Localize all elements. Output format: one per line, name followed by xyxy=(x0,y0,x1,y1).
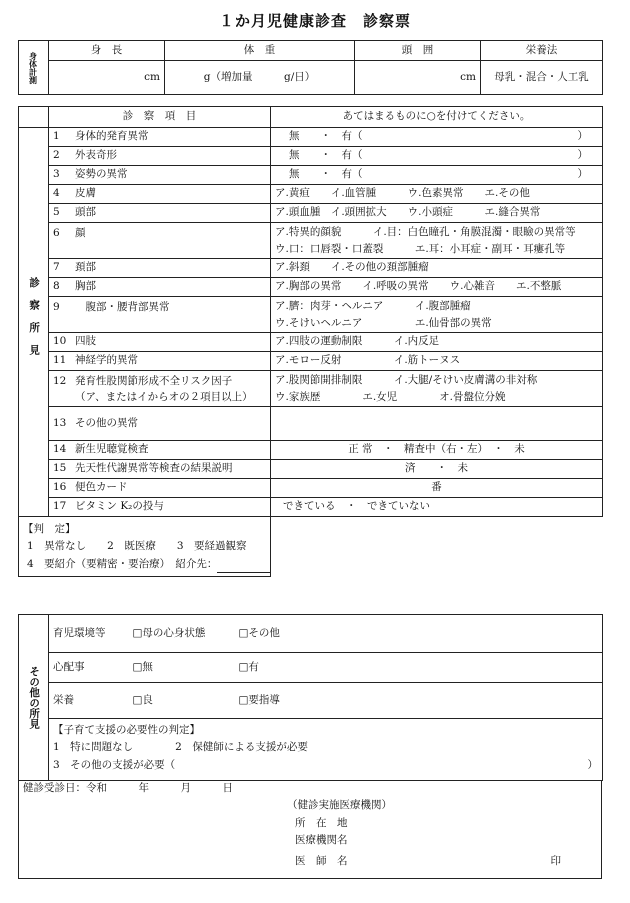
judgement-referral[interactable] xyxy=(23,556,266,573)
exam-item-answer[interactable] xyxy=(271,333,603,352)
doctor-name-label: 医 師 名 xyxy=(295,855,348,868)
exam-item-answer[interactable] xyxy=(271,223,603,259)
exam-table xyxy=(18,106,603,577)
answer-line-1: ア.臍：肉芽・ヘルニア イ.腹部腫瘤 xyxy=(275,300,471,313)
exam-item-name xyxy=(49,278,271,297)
exam-row xyxy=(19,259,603,278)
seal-mark: 印 xyxy=(550,855,561,868)
exam-item-name xyxy=(49,479,271,498)
support-section xyxy=(49,719,603,781)
answer-line-1: できている ・ できていない xyxy=(283,500,430,513)
exam-row xyxy=(19,223,603,259)
exam-item-name xyxy=(49,166,271,185)
exam-row xyxy=(19,333,603,352)
exam-item-label: 新生児聴覚検査 xyxy=(75,443,149,456)
address-label[interactable]: 所 在 地 xyxy=(295,816,348,829)
exam-row xyxy=(19,128,603,147)
height-header: 身 長 xyxy=(49,41,165,61)
exam-item-number: 16 xyxy=(53,481,67,494)
exam-item-name xyxy=(49,333,271,352)
support-title: 【子育て支援の必要性の判定】 xyxy=(53,724,200,736)
exam-item-label: 頭部 xyxy=(75,206,96,219)
exam-item-answer[interactable] xyxy=(271,407,603,441)
exam-item-answer[interactable] xyxy=(271,460,603,479)
answer-text: 無 ・ 有（ xyxy=(289,149,363,162)
nutrition-option-guidance[interactable]: □要指導 xyxy=(235,683,603,719)
exam-item-number: 6 xyxy=(53,227,60,239)
exam-item-label: 頚部 xyxy=(75,261,96,274)
exam-side-label: 診察所見 xyxy=(19,128,49,517)
exam-row xyxy=(19,371,603,407)
height-field[interactable]: cm xyxy=(49,61,165,95)
weight-field[interactable]: g（増加量 g/日） xyxy=(165,61,355,95)
exam-item-name xyxy=(49,204,271,223)
exam-item-label: 身体的発育異常 xyxy=(75,130,149,143)
exam-item-label: 外表奇形 xyxy=(75,149,117,162)
exam-item-label: 腹部・腰背部異常 xyxy=(75,301,170,313)
judgement-section xyxy=(19,517,271,577)
exam-item-name xyxy=(49,223,271,259)
answer-line-1: ア.胸部の異常 イ.呼吸の異常 ウ.心雑音 エ.不整脈 xyxy=(275,280,562,293)
answer-line-1: 正 常 ・ 精査中（右・左） ・ 未 xyxy=(348,443,525,456)
exam-item-number: 15 xyxy=(53,462,67,475)
exam-row xyxy=(19,498,603,517)
exam-row xyxy=(19,204,603,223)
exam-item-number: 10 xyxy=(53,335,67,348)
exam-item-label: 発育性股関節形成不全リスク因子 xyxy=(75,375,233,387)
answer-line-1: ア.頭血腫 イ.頭囲拡大 ウ.小頭症 エ.縫合異常 xyxy=(275,206,541,219)
exam-item-name xyxy=(49,352,271,371)
exam-row xyxy=(19,297,603,333)
exam-row xyxy=(19,407,603,441)
exam-item-answer[interactable] xyxy=(271,352,603,371)
exam-item-answer[interactable] xyxy=(271,297,603,333)
exam-item-name xyxy=(49,185,271,204)
doctor-row[interactable] xyxy=(19,853,601,870)
head-field[interactable]: cm xyxy=(355,61,481,95)
exam-item-label: その他の異常 xyxy=(75,416,138,429)
exam-item-number: 7 xyxy=(53,261,60,274)
exam-item-answer[interactable] xyxy=(271,278,603,297)
nutrition-check-label: 栄養 xyxy=(49,683,129,719)
env-option-mother[interactable]: □母の心身状態 xyxy=(129,615,235,653)
judgement-title: 【判 定】 xyxy=(23,523,76,535)
measurement-side-label: 身体計測 xyxy=(19,41,49,95)
exam-item-label: 便色カード xyxy=(75,481,128,494)
referral-line[interactable] xyxy=(217,561,270,573)
measurement-table xyxy=(18,40,603,95)
exam-item-number: 5 xyxy=(53,206,60,219)
answer-line-2: ウ.そけいヘルニア エ.仙骨部の異常 xyxy=(275,316,492,329)
exam-item-number: 4 xyxy=(53,187,60,200)
exam-item-number: 12 xyxy=(53,375,67,387)
exam-item-label: 神経学的異常 xyxy=(75,354,138,367)
exam-item-name xyxy=(49,407,271,441)
exam-item-answer[interactable] xyxy=(271,147,603,166)
exam-item-name xyxy=(49,498,271,517)
exam-item-number: 14 xyxy=(53,443,67,456)
exam-item-label: 先天性代謝異常等検査の結果説明 xyxy=(75,462,233,475)
exam-item-answer[interactable] xyxy=(271,479,603,498)
exam-item-number: 2 xyxy=(53,149,60,162)
answer-close: ） xyxy=(577,130,588,143)
exam-item-number: 8 xyxy=(53,280,60,293)
exam-item-answer[interactable] xyxy=(271,185,603,204)
exam-item-label: 姿勢の異常 xyxy=(75,168,128,181)
institution-name-label[interactable]: 医療機関名 xyxy=(295,833,348,846)
exam-item-name xyxy=(49,147,271,166)
exam-item-number: 11 xyxy=(53,354,67,367)
answer-line-1: ア.モロー反射 イ.筋トーヌス xyxy=(275,354,461,367)
exam-item-name xyxy=(49,441,271,460)
exam-item-label: 顔 xyxy=(75,227,86,239)
footer-section xyxy=(18,780,602,879)
nutrition-option-good[interactable]: □良 xyxy=(129,683,235,719)
exam-row xyxy=(19,278,603,297)
answer-line-2: ウ.家族歴 エ.女児 オ.骨盤位分娩 xyxy=(275,390,506,403)
exam-item-number: 17 xyxy=(53,500,67,513)
exam-item-name xyxy=(49,460,271,479)
page-title: １か月児健康診査 診察票 xyxy=(218,12,411,30)
exam-item-answer[interactable] xyxy=(271,441,603,460)
exam-row xyxy=(19,441,603,460)
worry-option-yes[interactable]: □有 xyxy=(235,653,603,683)
answer-line-1: 済 ・ 未 xyxy=(405,462,468,475)
exam-item-number: 3 xyxy=(53,168,60,181)
exam-item-answer[interactable] xyxy=(271,498,603,517)
exam-item-name xyxy=(49,128,271,147)
exam-item-answer[interactable] xyxy=(271,204,603,223)
referral-label: 4 要紹介（要精密・要治療） 紹介先： xyxy=(27,557,218,570)
answer-close: ） xyxy=(577,149,588,162)
exam-item-answer[interactable] xyxy=(271,166,603,185)
support-option-3-text: 3 その他の支援が必要（ xyxy=(53,758,176,771)
answer-text: 無 ・ 有（ xyxy=(289,130,363,143)
exam-row xyxy=(19,352,603,371)
exam-item-name xyxy=(49,371,271,407)
exam-row xyxy=(19,479,603,498)
answer-line-1: ア.斜頚 イ.その他の頚部腫瘤 xyxy=(275,261,429,274)
exam-item-name xyxy=(49,297,271,333)
exam-mark-header: あてはまるものに○を付けてください。 xyxy=(271,107,603,128)
answer-line-1: ア.四肢の運動制限 イ.内反足 xyxy=(275,335,440,348)
exam-item-answer[interactable] xyxy=(271,371,603,407)
support-option-3-close: ） xyxy=(587,758,598,771)
judgement-options[interactable]: 1 異常なし 2 既医療 3 要経過観察 xyxy=(27,540,247,553)
answer-text: 無 ・ 有（ xyxy=(289,168,363,181)
exam-item-answer[interactable] xyxy=(271,128,603,147)
env-option-other[interactable]: □その他 xyxy=(235,615,603,653)
head-header: 頭 囲 xyxy=(355,41,481,61)
worry-option-none[interactable]: □無 xyxy=(129,653,235,683)
answer-line-1: 番 xyxy=(431,481,442,494)
exam-item-sublabel: （ア、またはイからオの２項目以上） xyxy=(75,391,253,404)
institution-heading: （健診実施医療機関） xyxy=(287,799,392,812)
exam-row xyxy=(19,460,603,479)
other-findings-table xyxy=(18,614,603,781)
answer-line-1: ア.黄疸 イ.血管腫 ウ.色素異常 エ.その他 xyxy=(275,187,530,200)
exam-item-number: 1 xyxy=(53,130,60,143)
exam-item-header: 診 察 項 目 xyxy=(49,107,271,128)
exam-item-label: 四肢 xyxy=(75,335,96,348)
support-option-1-2[interactable]: 1 特に問題なし 2 保健師による支援が必要 xyxy=(53,741,308,754)
exam-item-answer[interactable] xyxy=(271,259,603,278)
env-label: 育児環境等 xyxy=(49,615,129,653)
exam-item-number: 9 xyxy=(53,301,60,313)
exam-item-name xyxy=(49,259,271,278)
answer-line-1: ア.特異的顔貌 イ.目：白色瞳孔・角膜混濁・眼瞼の異常等 xyxy=(275,226,576,239)
exam-row xyxy=(19,185,603,204)
answer-close: ） xyxy=(577,168,588,181)
exam-item-label: ビタミン K₂の投与 xyxy=(75,500,164,513)
other-side-label: その他の所見 xyxy=(19,615,49,781)
exam-item-number: 13 xyxy=(53,416,67,429)
answer-line-1: ア.股関節開排制限 イ.大腿/そけい皮膚溝の非対称 xyxy=(275,374,538,387)
nutrition-field[interactable]: 母乳・混合・人工乳 xyxy=(481,61,603,95)
answer-line-2: ウ.口：口唇裂・口蓋裂 エ.耳：小耳症・副耳・耳瘻孔等 xyxy=(275,242,566,255)
weight-header: 体 重 xyxy=(165,41,355,61)
nutrition-header: 栄養法 xyxy=(481,41,603,61)
exam-item-label: 皮膚 xyxy=(75,187,96,200)
exam-row xyxy=(19,147,603,166)
exam-row xyxy=(19,166,603,185)
worry-label: 心配事 xyxy=(49,653,129,683)
exam-date[interactable]: 健診受診日：令和 年 月 日 xyxy=(23,782,233,794)
support-option-3[interactable] xyxy=(53,757,598,774)
exam-item-label: 胸部 xyxy=(75,280,96,293)
